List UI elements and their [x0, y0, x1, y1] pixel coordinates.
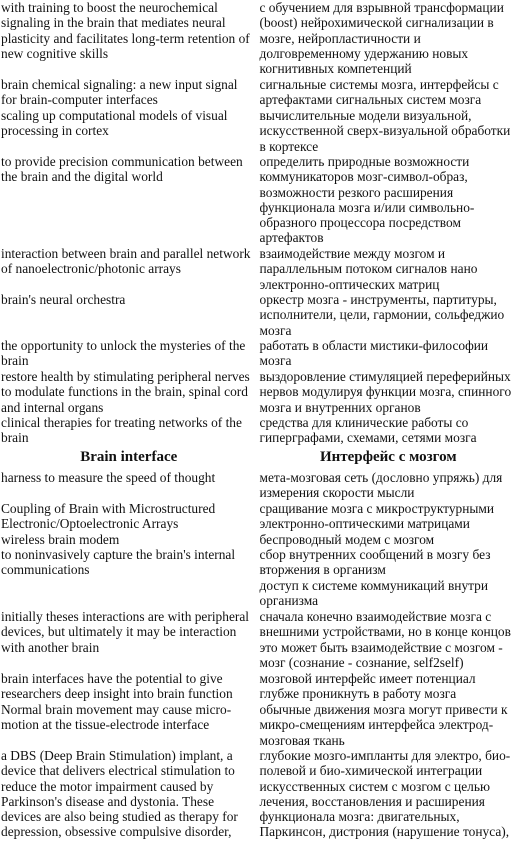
table-row — [0, 292, 517, 338]
table-row — [0, 609, 517, 671]
english-cell: with training to boost the neurochemical signaling in the brain that mediates neural plasticity and facilitates long-term retention of new cognitive skills — [1, 0, 250, 61]
table-row — [0, 470, 517, 501]
table-row — [0, 338, 517, 369]
english-cell: to provide precision communication between the brain and the digital world — [1, 154, 243, 185]
russian-cell: сбор внутренних сообщений в мозгу без вторжения в организм — [259, 547, 491, 578]
english-cell: a DBS (Deep Brain Stimulation) implant, a device that delivers electrical stimulation to reduce the motor impairment caused by Parkinson's disease and dystonia. These devices are also being studied as therapy for depression, obsessive compulsive disorder, — [1, 748, 238, 840]
russian-cell: вычислительные модели визуальной, искусственной сверх-визуальной обработки в кортексе — [259, 108, 511, 154]
table-row — [0, 108, 517, 154]
table-row — [0, 415, 517, 446]
english-cell: initially theses interactions are with peripheral devices, but ultimately it may be interaction with another brain — [1, 609, 250, 655]
table-row — [0, 0, 517, 77]
russian-cell: средства для клинические работы со гиперграфами, схемами, сетями мозга — [259, 415, 477, 446]
russian-cell: взаимодействие между мозгом и параллельным потоком сигналов нано электронно-оптических матриц — [259, 246, 478, 292]
english-cell: scaling up computational models of visual processing in cortex — [1, 108, 228, 139]
english-cell: brain's neural orchestra — [1, 292, 126, 307]
english-cell: brain chemical signaling: a new input signal for brain-computer interfaces — [1, 77, 238, 108]
russian-cell: выздоровление стимуляцией переферийных нервов модулируя функции мозга, спинного мозга и внутренних органов — [259, 369, 512, 415]
table-row — [0, 702, 517, 748]
english-cell: harness to measure the speed of thought — [1, 470, 216, 485]
english-cell: interaction between brain and parallel network of nanoelectronic/photonic arrays — [1, 246, 251, 277]
russian-cell: доступ к системе коммуникаций внутри организма — [259, 578, 489, 609]
russian-cell: определить природные возможности коммуникаторов мозг-символ-образ, возможности резкого расширения функционала мозга и/или символьно- образного процессора посредством артефактов — [259, 154, 475, 246]
table-row — [0, 748, 517, 840]
table-row — [0, 578, 517, 609]
russian-cell: мета-мозговая сеть (дословно упряжь) для измерения скорости мысли — [259, 470, 503, 501]
english-cell: restore health by stimulating peripheral nerves to modulate functions in the brain, spinal cord and internal organs — [1, 369, 250, 415]
russian-cell: обычные движения мозга могут привести к микро-смещениям интерфейса электрод- мозговая ткань — [259, 702, 508, 748]
russian-cell: с обучением для взрывной трансформации (boost) нейрохимической сигнализации в мозге, нейропластичности и долговременному удержанию новых когнитивных компетенций — [259, 0, 504, 77]
section-heading-row — [0, 446, 517, 470]
section-heading-english: Brain interface — [80, 449, 178, 466]
english-cell: brain interfaces have the potential to give researchers deep insight into brain function — [1, 671, 233, 702]
english-cell: Normal brain movement may cause micro- motion at the tissue-electrode interface — [1, 702, 232, 733]
table-row — [0, 547, 517, 578]
english-cell: clinical therapies for treating networks of the brain — [1, 415, 242, 446]
russian-cell: сигнальные системы мозга, интерфейсы с артефактами сигнальных систем мозга — [259, 77, 499, 108]
russian-cell: глубокие мозго-импланты для электро, био- полевой и био-химической интеграции искусственных систем с мозгом с целью лечения, восстановления и расширения функционала мозга: двигательных, Паркинсон, дистрония (нарушение тонуса), — [259, 748, 511, 840]
russian-cell: сначала конечно взаимодействие мозга с внешними устройствами, но в конце концов это может быть взаимодействие с мозгом - мозг (сознание - сознание, self2self) — [259, 609, 511, 670]
russian-cell: беспроводный модем с мозгом — [259, 532, 435, 547]
english-cell: the opportunity to unlock the mysteries of the brain — [1, 338, 246, 369]
table-row — [0, 369, 517, 415]
english-cell: to noninvasively capture the brain's internal communications — [1, 547, 236, 578]
section-heading-russian: Интерфейс с мозгом — [319, 449, 457, 466]
table-row — [0, 532, 517, 547]
english-cell: wireless brain modem — [1, 532, 120, 547]
english-cell: Coupling of Brain with Microstructured Electronic/Optoelectronic Arrays — [1, 501, 216, 532]
russian-cell: мозговой интерфейс имеет потенциал глубже проникнуть в работу мозга — [259, 671, 476, 702]
russian-cell: оркестр мозга - инструменты, партитуры, исполнители, цели, гармонии, сольфеджио мозга — [259, 292, 505, 338]
russian-cell: сращивание мозга с микроструктурными электронно-оптическими матрицами — [259, 501, 495, 532]
russian-cell: работать в области мистики-философии мозга — [259, 338, 489, 369]
table-row — [0, 77, 517, 108]
table-row — [0, 154, 517, 246]
table-row — [0, 246, 517, 292]
table-row — [0, 501, 517, 532]
table-row — [0, 671, 517, 702]
english-cell — [0, 578, 257, 609]
